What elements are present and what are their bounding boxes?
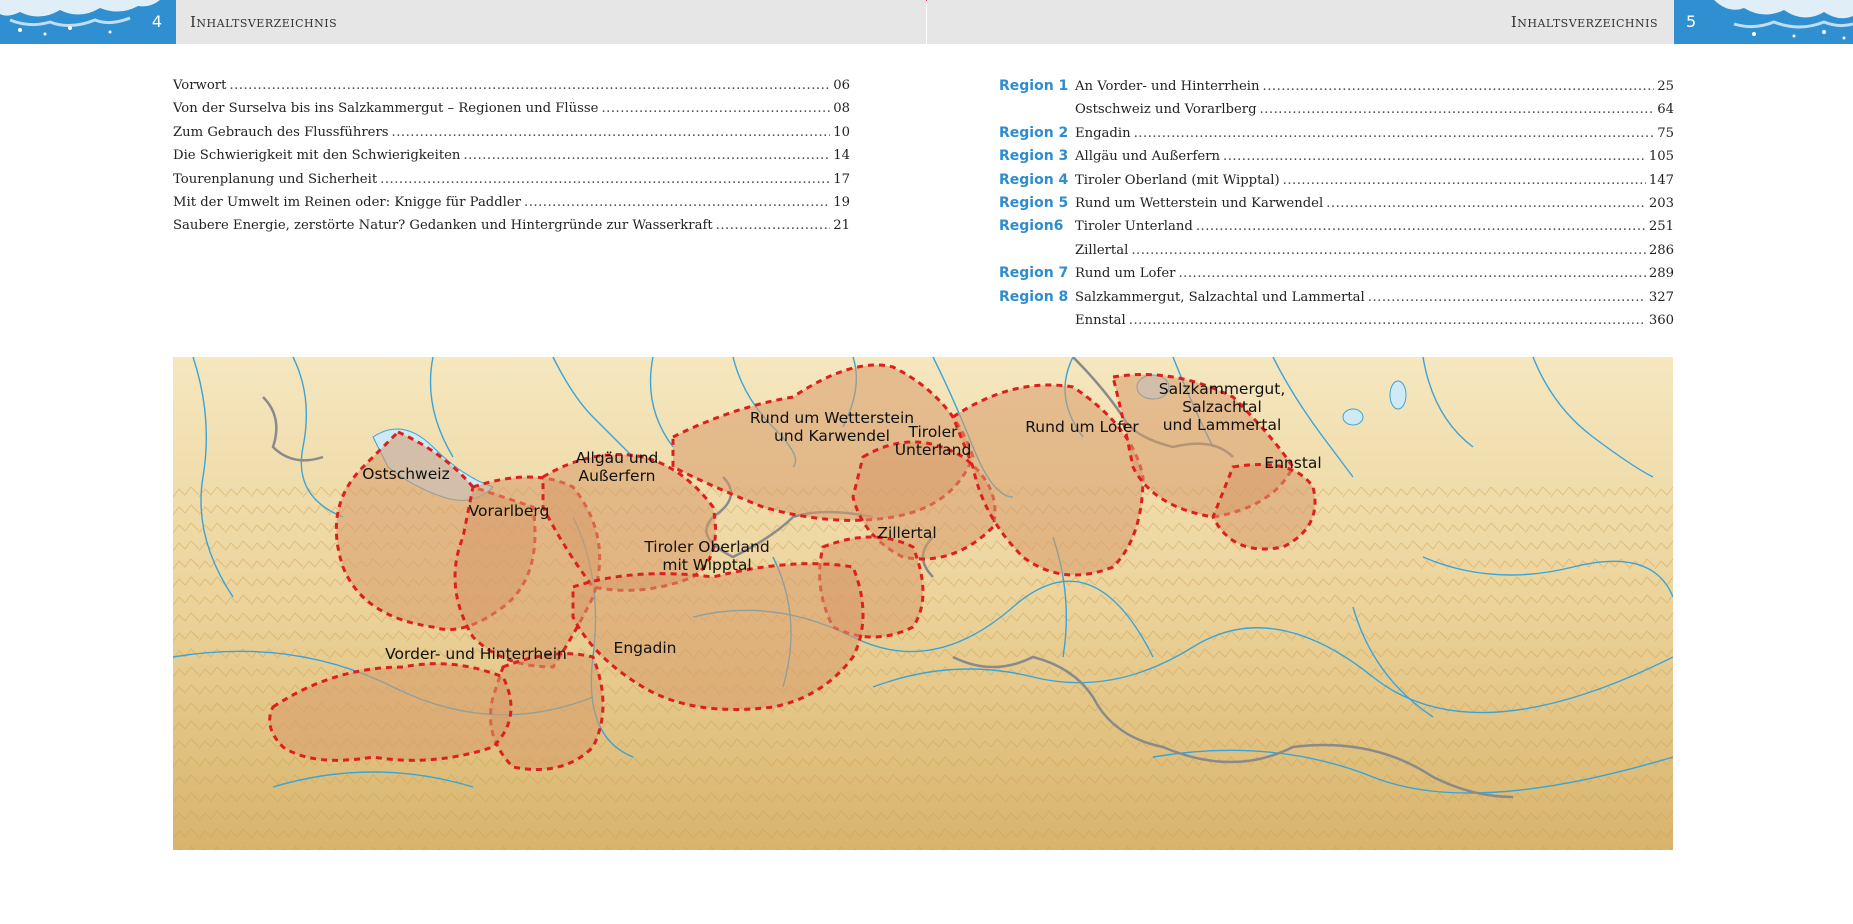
toc-region-entry[interactable]: Ennstal ..... 360 [999, 309, 1674, 332]
map-label-vorarlberg: Vorarlberg [468, 502, 550, 520]
right-page-number: 5 [1686, 12, 1697, 31]
toc-entry[interactable]: Saubere Energie, zerstörte Natur? Gedanken und Hintergründe zur Wasserkraft ..... 21 [173, 214, 850, 237]
snow-decoration-icon [0, 0, 176, 44]
map-label-allgaeu: Allgäu und Außerfern [575, 449, 659, 485]
toc-region-entry[interactable]: Zillertal ..... 286 [999, 239, 1674, 262]
toc-left [173, 74, 850, 238]
region-label: Region 7 [999, 265, 1069, 282]
region-label: Region 4 [999, 171, 1069, 188]
lake [1390, 381, 1406, 409]
map-label-zillertal: Zillertal [877, 524, 937, 542]
toc-entry[interactable]: Von der Surselva bis ins Salzkammergut – Regionen und Flüsse ..... 08 [173, 97, 850, 120]
toc-region-entry[interactable]: Region6 Tiroler Unterland ..... 251 [999, 215, 1674, 238]
toc-region-entry[interactable]: Region 5 Rund um Wetterstein und Karwendel ..... 203 [999, 192, 1674, 215]
region-label: Region 1 [999, 78, 1069, 94]
region-label: Region 8 [999, 288, 1069, 305]
map-label-tiroler-oberland: Tiroler Oberland mit Wipptal [644, 538, 770, 574]
region-label: Region 5 [999, 194, 1069, 211]
toc-entry[interactable]: Mit der Umwelt im Reinen oder: Knigge für Paddler ..... 19 [173, 191, 850, 214]
map-label-ennstal: Ennstal [1264, 454, 1322, 472]
toc-entry[interactable]: Tourenplanung und Sicherheit ..... 17 [173, 168, 850, 191]
region-map [173, 357, 1673, 850]
map-label-salzkammergut: Salzkammergut, Salzachtal und Lammertal [1158, 380, 1286, 434]
toc-right [999, 75, 1674, 332]
region-label: Region 3 [999, 148, 1069, 165]
toc-region-entry[interactable]: Region 8 Salzkammergut, Salzachtal und Lammertal ..... 327 [999, 286, 1674, 309]
toc-region-entry[interactable]: Region 4 Tiroler Oberland (mit Wipptal) ..... 147 [999, 169, 1674, 192]
map-label-lofer: Rund um Lofer [1025, 418, 1139, 436]
toc-region-entry[interactable]: Region 2 Engadin ..... 75 [999, 122, 1674, 145]
right-header-title: Inhaltsverzeichnis [1510, 13, 1658, 31]
map-label-ostschweiz: Ostschweiz [362, 465, 450, 483]
snow-decoration-icon [1674, 0, 1853, 44]
toc-region-entry[interactable]: Region 3 Allgäu und Außerfern ..... 105 [999, 145, 1674, 168]
right-page-tab [1674, 0, 1853, 44]
region-label: Region 2 [999, 124, 1069, 141]
toc-region-entry[interactable]: Ostschweiz und Vorarlberg ..... 64 [999, 98, 1674, 121]
left-page-number: 4 [151, 12, 162, 31]
map-label-tiroler-unterland: Tiroler Unterland [894, 423, 972, 459]
left-page-tab [0, 0, 176, 44]
lake [1343, 409, 1363, 425]
map-label-vorder-hinterrhein: Vorder- und Hinterrhein [385, 645, 567, 663]
region-label: Region6 [999, 218, 1064, 235]
map-label-engadin: Engadin [613, 639, 677, 657]
toc-entry[interactable]: Vorwort ..... 06 [173, 74, 850, 97]
map-label-wetterstein: Rund um Wetterstein und Karwendel [749, 409, 915, 445]
toc-region-entry[interactable]: Region 7 Rund um Lofer ..... 289 [999, 262, 1674, 285]
toc-region-entry[interactable]: Region 1 An Vorder- und Hinterrhein ..... 25 [999, 75, 1674, 98]
right-header-bar [927, 0, 1674, 44]
left-header-title: Inhaltsverzeichnis [190, 13, 338, 31]
left-header-bar [176, 0, 926, 44]
toc-entry[interactable]: Zum Gebrauch des Flussführers ..... 10 [173, 121, 850, 144]
toc-entry[interactable]: Die Schwierigkeit mit den Schwierigkeiten ..... 14 [173, 144, 850, 167]
